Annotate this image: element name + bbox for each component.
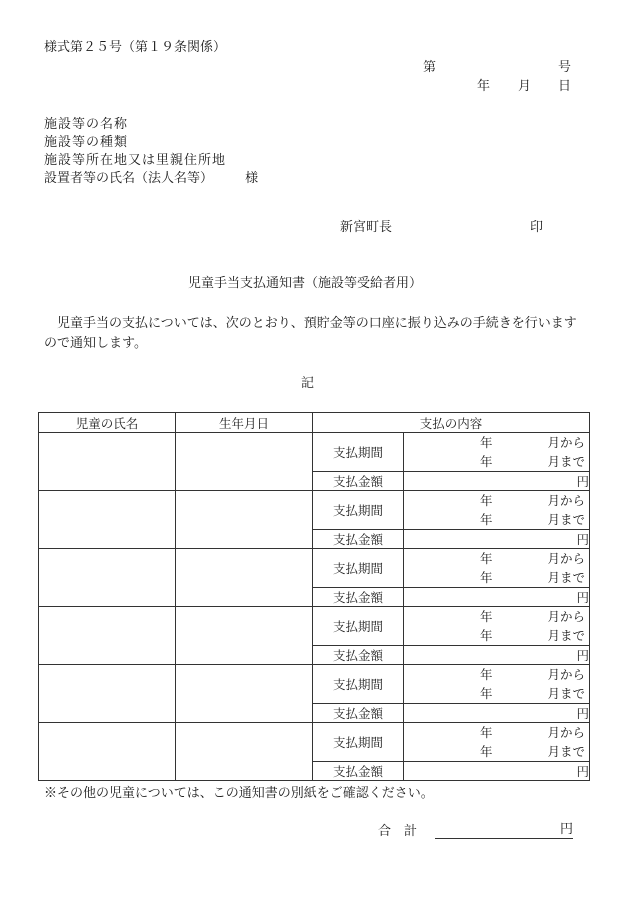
- payment-period-label: 支払期間: [313, 433, 404, 472]
- payment-period-value[interactable]: [404, 665, 590, 704]
- recipient-block: [44, 116, 258, 188]
- child-name-cell[interactable]: [39, 723, 176, 781]
- amount-yen: 円: [576, 590, 590, 605]
- total-yen: 円: [560, 822, 574, 837]
- payment-period-value[interactable]: [404, 549, 590, 588]
- period-to-year: 年: [480, 454, 493, 469]
- period-from-month: 月から: [547, 435, 586, 450]
- period-to-year: 年: [480, 744, 493, 759]
- child-name-cell[interactable]: [39, 549, 176, 607]
- period-to-month: 月まで: [547, 512, 586, 527]
- period-from-month: 月から: [547, 609, 586, 624]
- child-name-cell[interactable]: [39, 665, 176, 723]
- period-from-month: 月から: [547, 493, 586, 508]
- header-payment-content: 支払の内容: [313, 413, 590, 433]
- payment-amount-label: 支払金額: [313, 704, 404, 723]
- period-to-year: 年: [480, 570, 493, 585]
- payment-period-value[interactable]: [404, 723, 590, 762]
- period-to-month: 月まで: [547, 686, 586, 701]
- period-from-year: 年: [480, 551, 493, 566]
- birth-date-cell[interactable]: [176, 665, 313, 723]
- period-from-year: 年: [480, 435, 493, 450]
- birth-date-cell[interactable]: [176, 723, 313, 781]
- child-name-cell[interactable]: [39, 433, 176, 491]
- payment-amount-value[interactable]: [404, 472, 590, 491]
- honorific: 様: [245, 171, 259, 186]
- payment-amount-value[interactable]: [404, 762, 590, 781]
- note-text: ※その他の児童については、この通知書の別紙をご確認ください。: [44, 786, 434, 801]
- payment-period-label: 支払期間: [313, 607, 404, 646]
- payment-amount-label: 支払金額: [313, 530, 404, 549]
- date-year: 年: [477, 79, 491, 94]
- payment-period-label: 支払期間: [313, 491, 404, 530]
- birth-date-cell[interactable]: [176, 491, 313, 549]
- doc-number-prefix: 第: [423, 60, 437, 75]
- amount-yen: 円: [576, 474, 590, 489]
- payment-amount-value[interactable]: [404, 704, 590, 723]
- period-to-year: 年: [480, 686, 493, 701]
- period-to-year: 年: [480, 512, 493, 527]
- table-row: [39, 549, 590, 588]
- seal-mark: 印: [530, 220, 544, 235]
- sender-title: 新宮町長: [340, 220, 393, 235]
- total-line: [378, 818, 573, 839]
- table-row: [39, 607, 590, 646]
- birth-date-cell[interactable]: [176, 433, 313, 491]
- table-body: [39, 433, 590, 781]
- period-from-month: 月から: [547, 725, 586, 740]
- payment-period-label: 支払期間: [313, 665, 404, 704]
- amount-yen: 円: [576, 706, 590, 721]
- body-text: 児童手当の支払については、次のとおり、預貯金等の口座に振り込みの手続きを行いますので通知します。: [44, 316, 577, 351]
- facility-type-label: 施設等の種類: [44, 135, 129, 150]
- date-month: 月: [518, 79, 532, 94]
- period-to-month: 月まで: [547, 744, 586, 759]
- payment-amount-label: 支払金額: [313, 762, 404, 781]
- table-row: [39, 491, 590, 530]
- amount-yen: 円: [576, 764, 590, 779]
- payment-period-label: 支払期間: [313, 723, 404, 762]
- header-child-name: 児童の氏名: [39, 413, 176, 433]
- period-to-month: 月まで: [547, 628, 586, 643]
- amount-yen: 円: [576, 532, 590, 547]
- payment-table: [38, 412, 590, 781]
- document-title: 児童手当支払通知書（施設等受給者用）: [188, 276, 423, 291]
- payment-amount-label: 支払金額: [313, 646, 404, 665]
- founder-name-line: [44, 170, 258, 188]
- ki-mark: 記: [301, 376, 315, 391]
- birth-date-cell[interactable]: [176, 549, 313, 607]
- total-amount-field[interactable]: [435, 818, 573, 839]
- payment-amount-label: 支払金額: [313, 472, 404, 491]
- period-from-year: 年: [480, 725, 493, 740]
- period-from-month: 月から: [547, 551, 586, 566]
- facility-name-label: 施設等の名称: [44, 117, 129, 132]
- period-from-year: 年: [480, 667, 493, 682]
- total-label: 合 計: [378, 824, 418, 839]
- period-to-year: 年: [480, 628, 493, 643]
- doc-number-suffix: 号: [558, 60, 572, 75]
- child-name-cell[interactable]: [39, 607, 176, 665]
- payment-period-value[interactable]: [404, 491, 590, 530]
- period-from-month: 月から: [547, 667, 586, 682]
- facility-address-label: 施設等所在地又は里親住所地: [44, 153, 227, 168]
- payment-amount-value[interactable]: [404, 588, 590, 607]
- header-birth-date: 生年月日: [176, 413, 313, 433]
- amount-yen: 円: [576, 648, 590, 663]
- form-number: 様式第２５号（第１９条関係）: [44, 40, 227, 55]
- table-row: [39, 665, 590, 704]
- birth-date-cell[interactable]: [176, 607, 313, 665]
- founder-name-label: 設置者等の氏名（法人名等）: [44, 171, 214, 186]
- table-row: [39, 723, 590, 762]
- payment-period-label: 支払期間: [313, 549, 404, 588]
- payment-period-value[interactable]: [404, 607, 590, 646]
- payment-amount-value[interactable]: [404, 646, 590, 665]
- date-day: 日: [558, 79, 572, 94]
- payment-period-value[interactable]: [404, 433, 590, 472]
- table-row: [39, 433, 590, 472]
- payment-amount-value[interactable]: [404, 530, 590, 549]
- payment-amount-label: 支払金額: [313, 588, 404, 607]
- period-from-year: 年: [480, 493, 493, 508]
- table-header-row: [39, 413, 590, 433]
- period-to-month: 月まで: [547, 570, 586, 585]
- child-name-cell[interactable]: [39, 491, 176, 549]
- period-from-year: 年: [480, 609, 493, 624]
- period-to-month: 月まで: [547, 454, 586, 469]
